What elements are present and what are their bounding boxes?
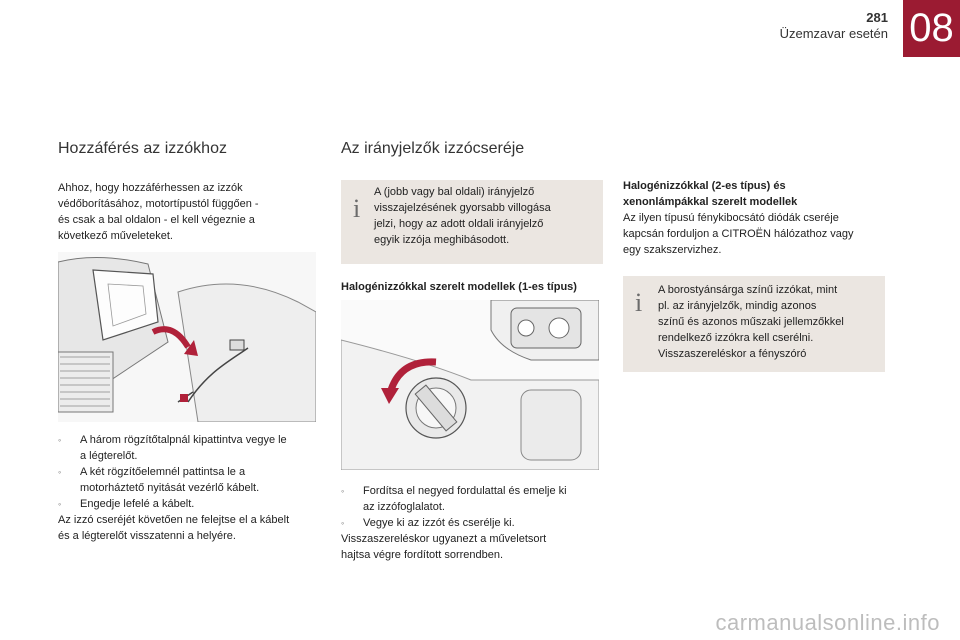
text-line: az izzófoglalatot. [363, 501, 445, 513]
middle-bullet-list [341, 483, 603, 531]
list-item [58, 464, 323, 496]
info-box-indicator-warning [341, 180, 603, 264]
left-outro-paragraph [58, 512, 323, 544]
left-intro-paragraph [58, 180, 323, 244]
bullet-marker-icon: ◦ [341, 486, 345, 496]
text-line: pl. az irányjelzők, mindig azonos [658, 300, 817, 312]
text-line: Fordítsa el negyed fordulattal és emelje ki [363, 485, 567, 497]
text-line: A két rögzítőelemnél pattintsa le a [80, 466, 246, 478]
text-line: visszajelzésének gyorsabb villogása [374, 202, 551, 214]
middle-instructions [341, 483, 603, 563]
text-line: Visszaszereléskor a fényszóró [658, 348, 807, 360]
text-line: Engedje lefelé a kábelt. [80, 498, 195, 510]
engine-bay-illustration [58, 252, 316, 422]
headlamp-drawing [341, 300, 599, 470]
text-line: motorháztető nyitását vezérlő kábelt. [80, 482, 260, 494]
text-line: rendelkező izzókra kell cserélni. [658, 332, 814, 344]
text-line: és a légterelőt visszatenni a helyére. [58, 530, 236, 542]
text-line: következő műveleteket. [58, 230, 173, 242]
info-icon: i [635, 288, 643, 317]
text-line: Halogénizzókkal (2-es típus) és [623, 180, 786, 192]
right-paragraph [623, 210, 885, 258]
text-line: A (jobb vagy bal oldali) irányjelző [374, 186, 535, 198]
text-line: Vegye ki az izzót és cserélje ki. [363, 517, 515, 529]
text-line: Visszaszereléskor ugyanezt a műveletsort [341, 533, 547, 545]
text-line: jelzi, hogy az adott oldali irányjelző [374, 218, 544, 230]
list-item [58, 496, 323, 512]
text-line: kapcsán forduljon a CITROËN hálózathoz vagy [623, 228, 854, 240]
left-bullet-list [58, 432, 323, 512]
subheading-type1: Halogénizzókkal szerelt modellek (1-es típus) [341, 281, 577, 293]
bullet-marker-icon: ◦ [58, 467, 62, 477]
text-line: a légterelőt. [80, 450, 138, 462]
text-line: védőborításához, motortípustól függően - [58, 198, 259, 210]
list-item [341, 515, 603, 531]
info-box-amber-bulbs [623, 276, 885, 372]
headlamp-socket-illustration [341, 300, 599, 470]
left-instructions [58, 432, 323, 544]
text-line: A borostyánsárga színű izzókat, mint [658, 284, 838, 296]
info-icon: i [353, 194, 361, 223]
text-line: színű és azonos műszaki jellemzőkkel [658, 316, 844, 328]
page-number: 281 [866, 10, 888, 25]
text-line: Az izzó cseréjét követően ne felejtse el a kábelt [58, 514, 290, 526]
text-line: egy szakszervizhez. [623, 244, 722, 256]
list-item [341, 483, 603, 515]
text-line: xenonlámpákkal szerelt modellek [623, 196, 798, 208]
subheading-type2-xenon [623, 178, 883, 210]
bullet-marker-icon: ◦ [58, 435, 62, 445]
section-title-indicator-bulb: Az irányjelzők izzócseréje [341, 140, 525, 157]
chapter-title: Üzemzavar esetén [779, 26, 888, 41]
text-line: hajtsa végre fordított sorrendben. [341, 549, 504, 561]
list-item [58, 432, 323, 464]
text-line: Az ilyen típusú fénykibocsátó diódák cseréje [623, 212, 839, 224]
text-line: és csak a bal oldalon - el kell végeznie a [58, 214, 255, 226]
section-title-bulb-access: Hozzáférés az izzókhoz [58, 140, 227, 157]
engine-bay-drawing [58, 252, 316, 422]
text-line: Ahhoz, hogy hozzáférhessen az izzók [58, 182, 243, 194]
info-text [374, 184, 596, 248]
info-text [658, 282, 880, 362]
bullet-marker-icon: ◦ [341, 518, 345, 528]
text-line: A három rögzítőtalpnál kipattintva vegye le [80, 434, 287, 446]
watermark: carmanualsonline.info [715, 610, 940, 635]
chapter-number-tab: 08 [903, 0, 960, 57]
middle-outro-paragraph [341, 531, 603, 563]
bullet-marker-icon: ◦ [58, 499, 62, 509]
text-line: egyik izzója meghibásodott. [374, 234, 510, 246]
